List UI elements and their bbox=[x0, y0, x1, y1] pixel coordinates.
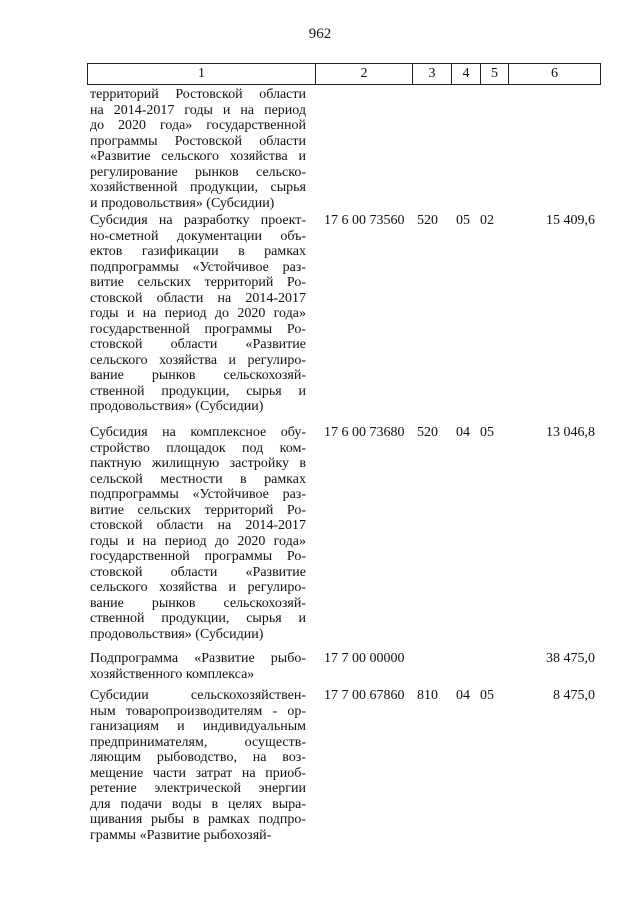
row-description bbox=[90, 425, 306, 642]
section-cell: 04 bbox=[456, 688, 470, 703]
description-line: ным товаропроизводителям - ор- bbox=[90, 703, 306, 719]
subsection-cell: 02 bbox=[480, 213, 494, 228]
description-line: Субсидия на комплексное обу- bbox=[90, 425, 306, 440]
description-line: ственной продукции, сырья и bbox=[90, 611, 306, 626]
description-line: щивания рыбы в рамках подпро- bbox=[90, 812, 306, 827]
description-line: продовольствия» (Субсидии) bbox=[90, 399, 264, 414]
expense-type-cell: 810 bbox=[417, 688, 438, 703]
description-line: для подачи воды в целях выра- bbox=[90, 796, 306, 812]
description-line: стовской области «Развитие bbox=[90, 564, 306, 580]
description-line: вание рынков сельскохозяй- bbox=[90, 368, 306, 383]
description-line: программы Ростовской области bbox=[90, 133, 306, 149]
description-line: Субсидии сельскохозяйствен- bbox=[90, 688, 306, 703]
header-col-1: 1 bbox=[88, 64, 316, 84]
header-col-6: 6 bbox=[551, 66, 558, 81]
description-line: стовской области на 2014-2017 bbox=[90, 290, 306, 306]
description-line: витие сельских территорий Ро- bbox=[90, 275, 306, 290]
description-line: продовольствия» (Субсидии) bbox=[90, 626, 264, 642]
description-line: территорий Ростовской области bbox=[90, 87, 306, 102]
description-line: сельского хозяйства и регулиро- bbox=[90, 352, 306, 368]
description-line: хозяйственной продукции, сырья bbox=[90, 180, 306, 195]
section-cell: 05 bbox=[456, 213, 470, 228]
description-line: сельской местности в рамках bbox=[90, 471, 306, 487]
description-line: Субсидия на разработку проект- bbox=[90, 213, 306, 228]
page-number: 962 bbox=[308, 26, 332, 42]
description-line: ственной продукции, сырья и bbox=[90, 383, 306, 399]
description-line: граммы «Развитие рыбохозяй- bbox=[90, 827, 272, 843]
header-col-2: 2 bbox=[316, 64, 413, 84]
target-code-cell: 17 6 00 73560 bbox=[324, 213, 405, 228]
description-line: витие сельских территорий Ро- bbox=[90, 502, 306, 518]
description-line: вание рынков сельскохозяй- bbox=[90, 595, 306, 611]
expense-type-cell: 520 bbox=[417, 425, 438, 440]
row-description bbox=[90, 213, 306, 415]
description-line: государственной программы Ро- bbox=[90, 321, 306, 337]
description-line: стовской области «Развитие bbox=[90, 337, 306, 352]
header-col-5: 5 bbox=[481, 64, 509, 84]
target-code-cell: 17 7 00 00000 bbox=[324, 651, 405, 666]
description-line: стовской области на 2014-2017 bbox=[90, 518, 306, 533]
description-line: подпрограммы «Устойчивое раз- bbox=[90, 487, 306, 502]
description-line: Подпрограмма «Развитие рыбо- bbox=[90, 651, 306, 666]
description-line: но-сметной документации объ- bbox=[90, 228, 306, 244]
section-cell: 04 bbox=[456, 425, 470, 440]
table-header bbox=[87, 63, 601, 85]
header-col-3: 3 bbox=[413, 64, 452, 84]
subsection-cell: 05 bbox=[480, 425, 494, 440]
amount-cell: 15 409,6 bbox=[546, 213, 595, 228]
description-line: мещение части затрат на приоб- bbox=[90, 765, 306, 781]
header-col-4: 4 bbox=[452, 64, 481, 84]
description-line: ектов газификации в рамках bbox=[90, 244, 306, 259]
description-line: ретение электрической энергии bbox=[90, 781, 306, 796]
description-line: стройство площадок под ком- bbox=[90, 440, 306, 456]
description-line: предпринимателям, осуществ- bbox=[90, 734, 306, 750]
amount-cell: 38 475,0 bbox=[546, 651, 595, 666]
description-line: государственной программы Ро- bbox=[90, 549, 306, 564]
description-line: до 2020 года» государственной bbox=[90, 118, 306, 133]
target-code-cell: 17 6 00 73680 bbox=[324, 425, 405, 440]
row-description bbox=[90, 87, 306, 211]
amount-cell: 8 475,0 bbox=[553, 688, 595, 703]
row-description bbox=[90, 651, 306, 682]
description-line: годы и на период до 2020 года» bbox=[90, 306, 306, 321]
target-code-cell: 17 7 00 67860 bbox=[324, 688, 405, 703]
description-line: «Развитие сельского хозяйства и bbox=[90, 149, 306, 164]
description-line: регулирование рынков сельско- bbox=[90, 164, 306, 180]
description-line: и продовольствия» (Субсидии) bbox=[90, 195, 275, 211]
description-line: годы и на период до 2020 года» bbox=[90, 533, 306, 549]
amount-cell: 13 046,8 bbox=[546, 425, 595, 440]
description-line: ганизациям и индивидуальным bbox=[90, 719, 306, 734]
subsection-cell: 05 bbox=[480, 688, 494, 703]
description-line: ляющим рыбоводство, на воз- bbox=[90, 750, 306, 765]
description-line: сельского хозяйства и регулиро- bbox=[90, 580, 306, 595]
expense-type-cell: 520 bbox=[417, 213, 438, 228]
description-line: пактную жилищную застройку в bbox=[90, 456, 306, 471]
row-description bbox=[90, 688, 306, 843]
description-line: хозяйственного комплекса» bbox=[90, 666, 255, 682]
description-line: подпрограммы «Устойчивое раз- bbox=[90, 259, 306, 275]
description-line: на 2014-2017 годы и на период bbox=[90, 102, 306, 118]
